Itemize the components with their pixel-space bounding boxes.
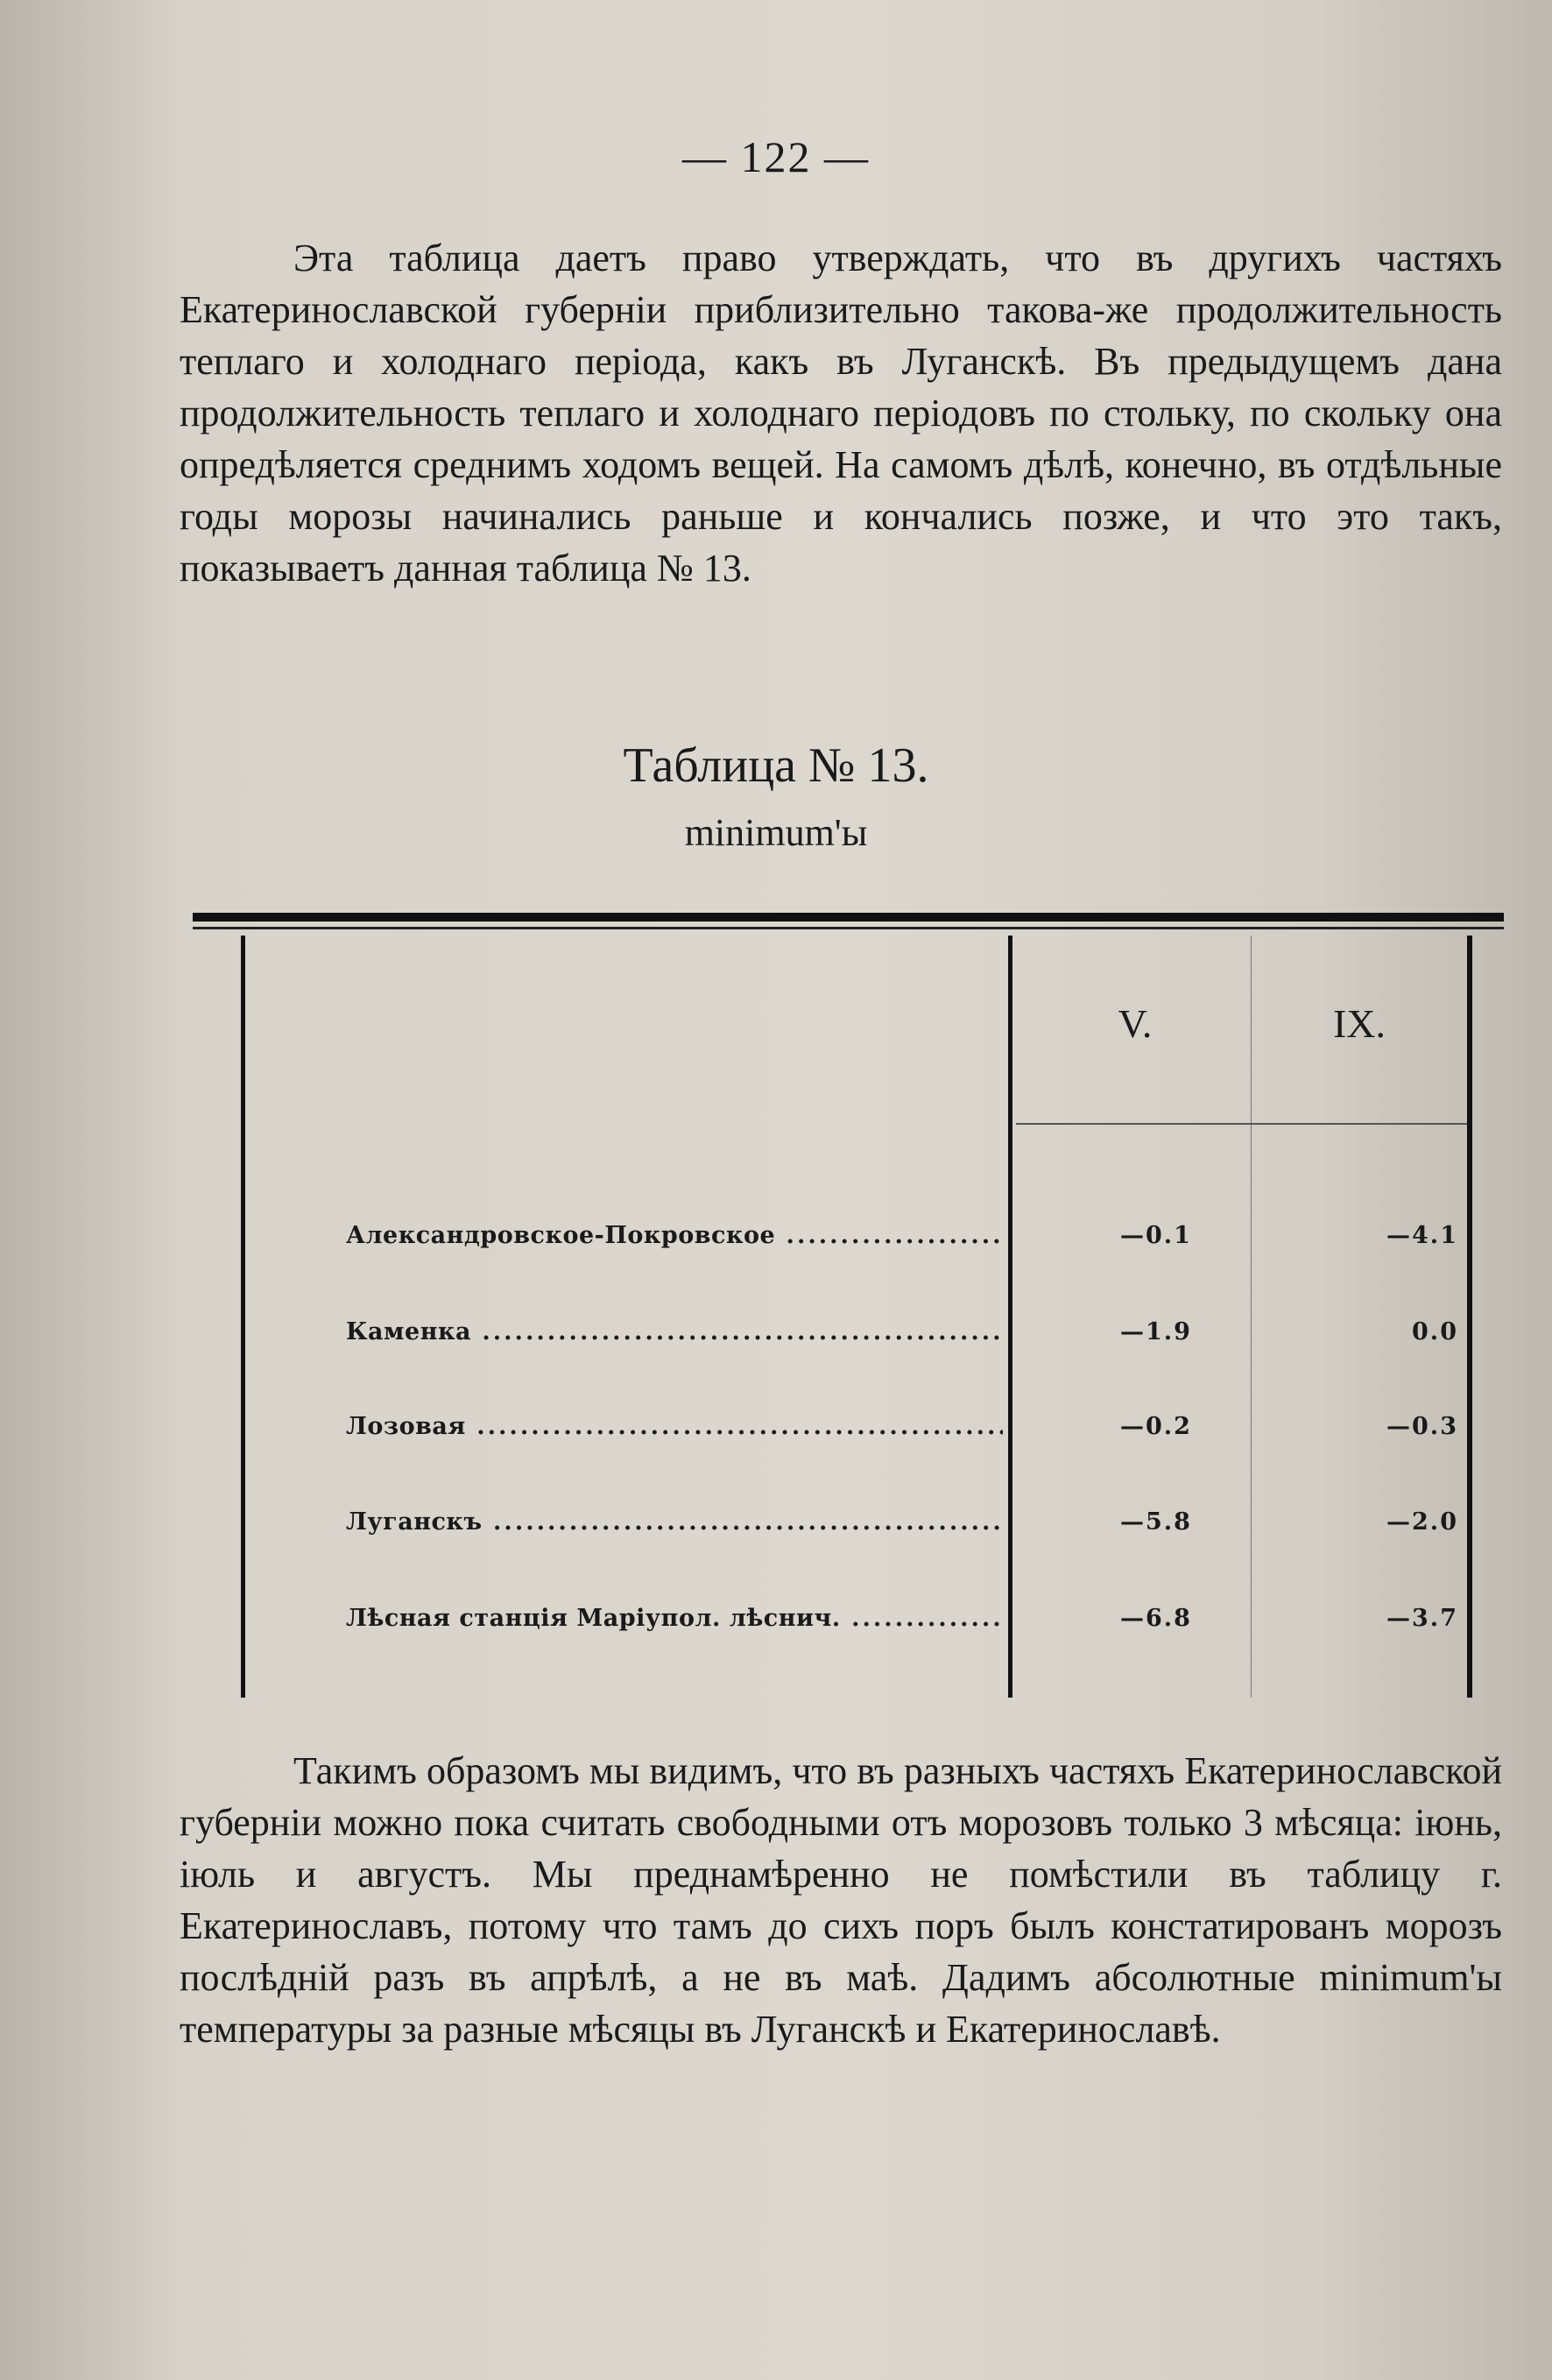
station-name: Лозовая ..... [346,1413,1003,1440]
table-header-rule [1016,1123,1467,1125]
column-header-v: V. [1118,1001,1153,1046]
value-ix: —0.3 [1386,1413,1458,1440]
value-ix: —3.7 [1386,1605,1458,1632]
table-column-divider [1008,936,1012,1698]
table-subtitle: minimum'ы [684,811,868,854]
table-row [346,1508,1467,1552]
paragraph-conclusion-text: Такимъ образомъ мы видимъ, что въ разныхъ частяхъ Екатеринославской губерніи можно пока считать свободными отъ морозовъ только 3 мѣсяца: іюнь, іюль и августъ. Мы преднамѣренно не помѣстили въ таблицу г. Екатеринославъ, потому что тамъ до сихъ поръ былъ констатированъ морозъ послѣдній разъ въ апрѣлѣ, а не въ маѣ. Дадимъ абсолютные minimum'ы температуры за разные мѣсяцы въ Луганскѣ и Екатеринославѣ. [180,1749,1502,2051]
station-name: Александровское-Покровское ..... [346,1222,1003,1249]
value-v: —0.2 [1120,1413,1192,1440]
table-row [346,1318,1467,1362]
table-top-rule-thin [193,927,1504,929]
value-v: —6.8 [1120,1605,1192,1632]
table-top-rule [193,913,1504,922]
column-header-ix: IX. [1332,1001,1386,1046]
station-name: Лѣсная станція Маріупол. лѣснич. ..... [346,1605,1003,1632]
value-ix: —2.0 [1386,1508,1458,1536]
station-name: Луганскъ ..... [346,1508,1003,1536]
paragraph-intro-text: Эта таблица даетъ право утверждать, что въ другихъ частяхъ Екатеринославской губерніи приблизительно такова-же продолжительность теплаго и холоднаго періода, какъ въ Луганскѣ. Въ предыдущемъ дана продолжительность теплаго и холоднаго періодовъ по стольку, по скольку она опредѣляется среднимъ ходомъ вещей. На самомъ дѣлѣ, конечно, въ отдѣльные годы морозы начинались раньше и кончались позже, и что это такъ, показываетъ данная таблица № 13. [180,237,1502,590]
paragraph-intro [180,232,1502,594]
value-v: —5.8 [1120,1508,1192,1536]
table-row [346,1605,1467,1649]
table-inner-divider [1251,936,1252,1698]
paragraph-conclusion [180,1745,1502,2055]
value-ix: 0.0 [1412,1318,1458,1345]
value-ix: —4.1 [1386,1222,1458,1249]
value-v: —0.1 [1120,1222,1192,1249]
table-title: Таблица № 13. [623,738,929,793]
table-left-border [241,936,245,1698]
value-v: —1.9 [1120,1318,1192,1345]
table-row [346,1222,1467,1266]
table-right-border [1467,936,1472,1698]
page-number: — 122 — [682,132,870,181]
table-row [346,1413,1467,1457]
station-name: Каменка ..... [346,1318,1003,1345]
